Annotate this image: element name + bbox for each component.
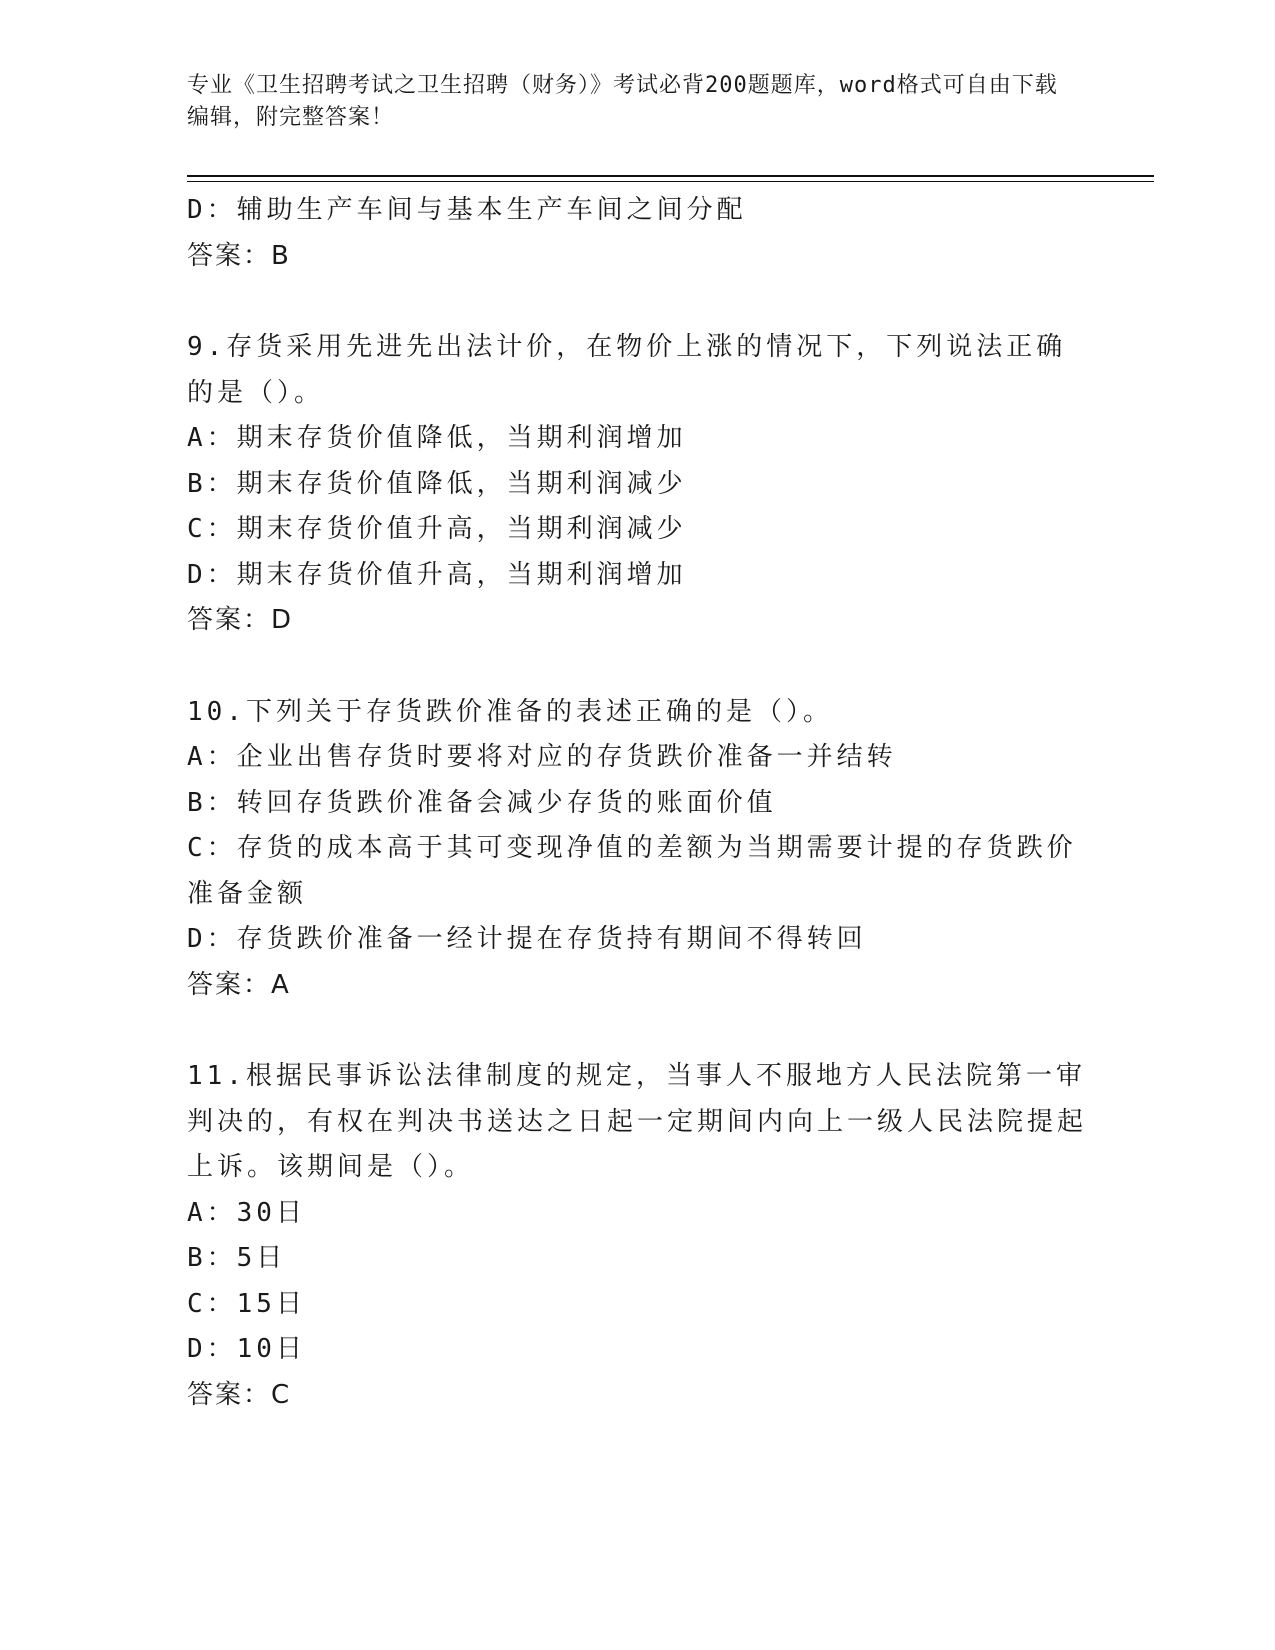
option-c: C：15日 <box>187 1288 306 1319</box>
question-9 <box>187 325 1087 644</box>
header-rule-thin <box>187 181 1154 182</box>
question-11 <box>187 1054 1087 1418</box>
option-a: A：30日 <box>187 1197 306 1228</box>
option-b: B：期末存货价值降低，当期利润减少 <box>187 468 687 499</box>
option-d: D：期末存货价值升高，当期利润增加 <box>187 559 687 590</box>
question-stem: 9.存货采用先进先出法计价，在物价上涨的情况下，下列说法正确的是（）。 <box>187 332 1067 408</box>
option-b: B：转回存货跌价准备会减少存货的账面价值 <box>187 787 777 818</box>
question-spacer <box>187 279 1087 325</box>
question-list <box>187 188 1087 1418</box>
answer-line: 答案：C <box>187 1379 292 1410</box>
answer-line: 答案：B <box>187 240 291 271</box>
document-header: 专业《卫生招聘考试之卫生招聘（财务）》考试必背200题题库，word格式可自由下载编辑，附完整答案！ <box>187 73 1058 130</box>
option-c: C：存货的成本高于其可变现净值的差额为当期需要计提的存货跌价准备金额 <box>187 833 1077 909</box>
option-d: D：10日 <box>187 1334 306 1364</box>
option-b: B：5日 <box>187 1243 287 1273</box>
question-10 <box>187 690 1087 1009</box>
option-a: A：企业出售存货时要将对应的存货跌价准备一并结转 <box>187 742 897 772</box>
header-rule-thick <box>187 175 1154 177</box>
question-stem: 10.下列关于存货跌价准备的表述正确的是（）。 <box>187 696 833 727</box>
option-c: C：期末存货价值升高，当期利润减少 <box>187 514 687 544</box>
question-spacer <box>187 1008 1087 1054</box>
option-a: A：期末存货价值降低，当期利润增加 <box>187 423 687 453</box>
question-stem: 11.根据民事诉讼法律制度的规定，当事人不服地方人民法院第一审判决的，有权在判决书送达之日起一定期间内向上一级人民法院提起上诉。该期间是（）。 <box>187 1061 1088 1182</box>
option-d: D：辅助生产车间与基本生产车间之间分配 <box>187 195 747 225</box>
option-d: D：存货跌价准备一经计提在存货持有期间不得转回 <box>187 924 867 954</box>
answer-line: 答案：A <box>187 969 291 1000</box>
answer-line: 答案：D <box>187 605 294 635</box>
question-spacer <box>187 644 1087 690</box>
